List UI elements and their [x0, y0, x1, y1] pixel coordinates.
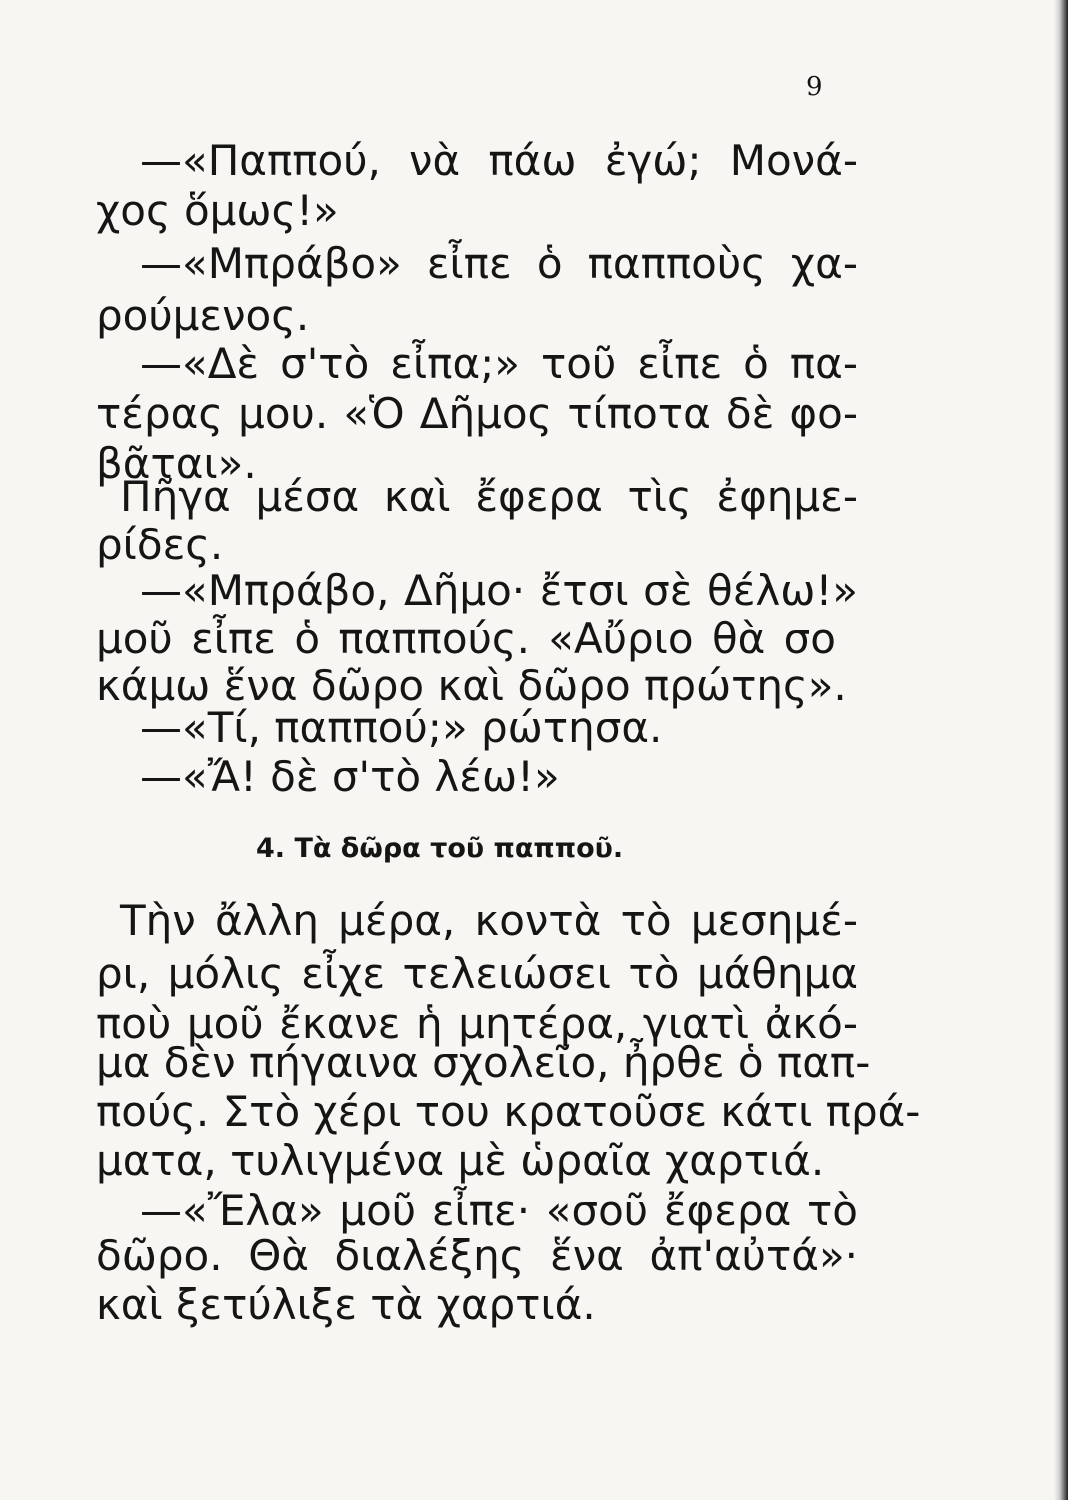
text-line: —«Τί, παππού;» ρώτησα. [140, 703, 663, 752]
text-line: —«Παππού, νὰ πάω ἐγώ; Μονά- [140, 136, 858, 185]
text-line: —«Μπράβο» εἶπε ὁ παπποὺς χα- [140, 239, 858, 288]
text-line: ρούμενος. [96, 291, 310, 340]
text-line: —«Μπράβο, Δῆμο· ἔτσι σὲ θέλω!» [140, 566, 858, 615]
text-line: μα δὲν πήγαινα σχολεῖο, ἦρθε ὁ παπ- [96, 1038, 871, 1087]
text-line: καὶ ξετύλιξε τὰ χαρτιά. [96, 1280, 596, 1329]
text-line: Πῆγα μέσα καὶ ἔφερα τὶς ἐφημε- [120, 472, 858, 521]
section-heading: 4. Τὰ δῶρα τοῦ παπποῦ. [256, 833, 624, 864]
text-line: —«Δὲ σ'τὸ εἶπα;» τοῦ εἶπε ὁ πα- [140, 339, 858, 388]
text-line: κάμω ἕνα δῶρο καὶ δῶρο πρώτης». [96, 661, 847, 710]
page-edge-shadow [1054, 0, 1068, 1500]
text-line: χος ὅμως!» [96, 186, 339, 235]
text-line: ρίδες. [96, 520, 224, 569]
text-line: Τὴν ἄλλη μέρα, κοντὰ τὸ μεσημέ- [120, 896, 858, 945]
text-line: δῶρο. Θὰ διαλέξης ἕνα ἀπ'αὐτά»· [96, 1231, 858, 1280]
text-line: πούς. Στὸ χέρι του κρατοῦσε κάτι πρά- [96, 1087, 921, 1136]
text-line: ματα, τυλιγμένα μὲ ὡραῖα χαρτιά. [96, 1136, 825, 1185]
text-line: βᾶται». [96, 439, 257, 488]
text-line: —«Ἔλα» μοῦ εἶπε· «σοῦ ἔφερα τὸ [140, 1186, 858, 1235]
text-line: ρι, μόλις εἶχε τελειώσει τὸ μάθημα [96, 949, 858, 998]
text-line: ποὺ μοῦ ἔκανε ἡ μητέρα, γιατὶ ἀκό- [96, 999, 858, 1048]
text-line: —«Ἄ! δὲ σ'τὸ λέω!» [140, 752, 560, 801]
page-number: 9 [806, 72, 823, 102]
text-line: τέρας μου. «Ὁ Δῆμος τίποτα δὲ φο- [96, 389, 858, 438]
text-line: μοῦ εἶπε ὁ παππούς. «Αὔριο θὰ σο [96, 614, 836, 663]
